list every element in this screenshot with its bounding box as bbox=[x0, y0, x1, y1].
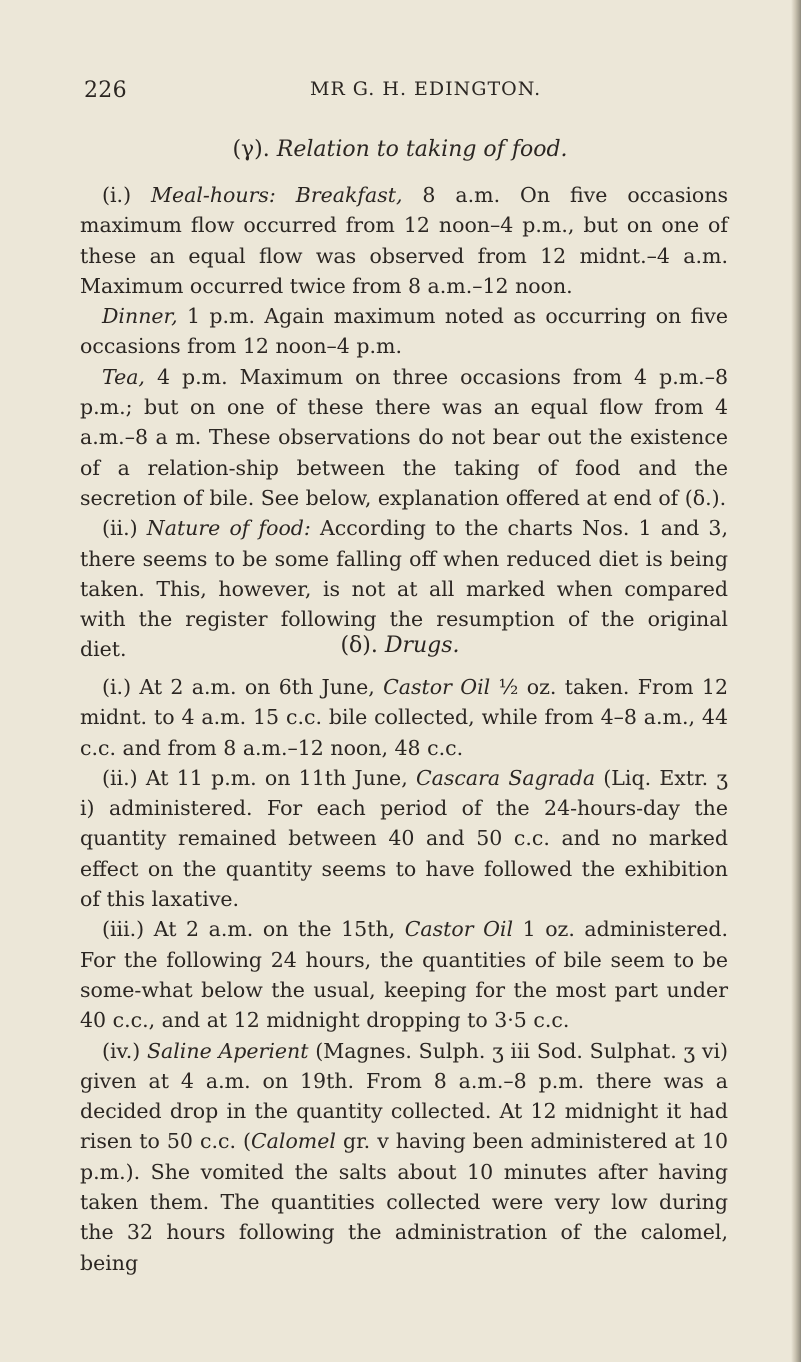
paragraph bbox=[80, 1036, 728, 1278]
text-run: (ii.) At 11 p.m. on 11th June, bbox=[102, 765, 416, 790]
paragraph bbox=[80, 362, 728, 513]
text-run: (i.) bbox=[102, 183, 152, 207]
italic-run: Meal-hours: Breakfast, bbox=[151, 183, 403, 207]
text-run: (i.) At 2 a.m. on 6th June, bbox=[102, 675, 384, 699]
italic-run: Castor Oil bbox=[383, 675, 491, 699]
running-title: MR G. H. EDINGTON. bbox=[310, 78, 542, 100]
running-head bbox=[80, 70, 720, 110]
text-run: (iii.) At 2 a.m. on the 15th, bbox=[102, 917, 405, 942]
text-run: (Liq. Extr. ʒ i) administered. For each period of the 24-hours-day the quantity remained between 40 and 50 c.c. and no marked effect on the quantity seems to have followed the exhibition of this laxative. bbox=[80, 765, 728, 912]
paragraph bbox=[80, 672, 728, 763]
italic-run: Nature of food: bbox=[146, 516, 311, 541]
paragraph bbox=[80, 914, 728, 1035]
paragraph bbox=[80, 301, 728, 362]
italic-run: Cascara Sagrada bbox=[415, 765, 596, 790]
text-run: (Magnes. Sulph. ʒ iii Sod. Sulphat. ʒ vi) given at 4 a.m. on 19th. From 8 a.m.–8 p.m. there was a decided drop in the quantity collected. At 12 midnight it had risen to 50 c.c. ( bbox=[80, 1038, 728, 1154]
section-label: (δ). bbox=[340, 633, 378, 658]
text-run: According to the charts Nos. 1 and 3, there seems to be some falling off when reduced diet is being taken. This, however, is not at all marked when compared with the register following the resumption of the original diet. bbox=[80, 516, 728, 662]
section-title: Drugs. bbox=[384, 633, 460, 658]
section-title: Relation to taking of food. bbox=[276, 137, 568, 162]
section-body-delta bbox=[80, 672, 728, 1278]
paragraph bbox=[80, 763, 728, 914]
text-run: ½ oz. taken. From 12 midnt. to 4 a.m. 15 c.c. bile collected, while from 4–8 a.m., 44 c.c. and from 8 a.m.–12 noon, 48 c.c. bbox=[80, 675, 729, 760]
section-heading-delta bbox=[80, 633, 720, 658]
text-run: (iv.) bbox=[102, 1038, 147, 1063]
text-run: 1 oz. administered. For the following 24 hours, the quantities of bile seem to be some-what below the usual, keeping for the most part under 40 c.c., and at 12 midnight dropping to 3·5 c.c. bbox=[80, 917, 728, 1033]
text-run: 1 p.m. Again maximum noted as occurring on five occasions from 12 noon–4 p.m. bbox=[80, 304, 728, 359]
text-run: 8 a.m. On five occasions maximum flow occurred from 12 noon–4 p.m., but on one of these an equal flow was observed from 12 midnt.–4 a.m. Maximum occurred twice from 8 a.m.–12 noon. bbox=[80, 183, 728, 298]
page-edge-shadow bbox=[791, 0, 801, 1362]
section-heading-gamma bbox=[80, 137, 720, 162]
italic-run: Calomel bbox=[251, 1129, 336, 1154]
italic-run: Tea, bbox=[102, 364, 145, 389]
text-run: gr. v having been administered at 10 p.m.). She vomited the salts about 10 minutes after having taken them. The quantities collected were very low during the 32 hours following the administration of the calomel, being bbox=[80, 1129, 728, 1275]
page-number: 226 bbox=[84, 78, 127, 103]
text-run: (ii.) bbox=[102, 516, 147, 541]
section-label: (γ). bbox=[232, 137, 270, 162]
paragraph bbox=[80, 180, 728, 301]
section-body-gamma bbox=[80, 180, 728, 665]
italic-run: Castor Oil bbox=[404, 917, 514, 942]
italic-run: Dinner, bbox=[102, 304, 178, 329]
text-run: 4 p.m. Maximum on three occasions from 4 p.m.–8 p.m.; but on one of these there was an equal flow from 4 a.m.–8 a m. These observations do not bear out the existence of a relation-ship between the taking of food and the secretion of bile. See below, explanation offered at end of (δ.). bbox=[80, 364, 728, 510]
italic-run: Saline Aperient bbox=[146, 1038, 309, 1063]
